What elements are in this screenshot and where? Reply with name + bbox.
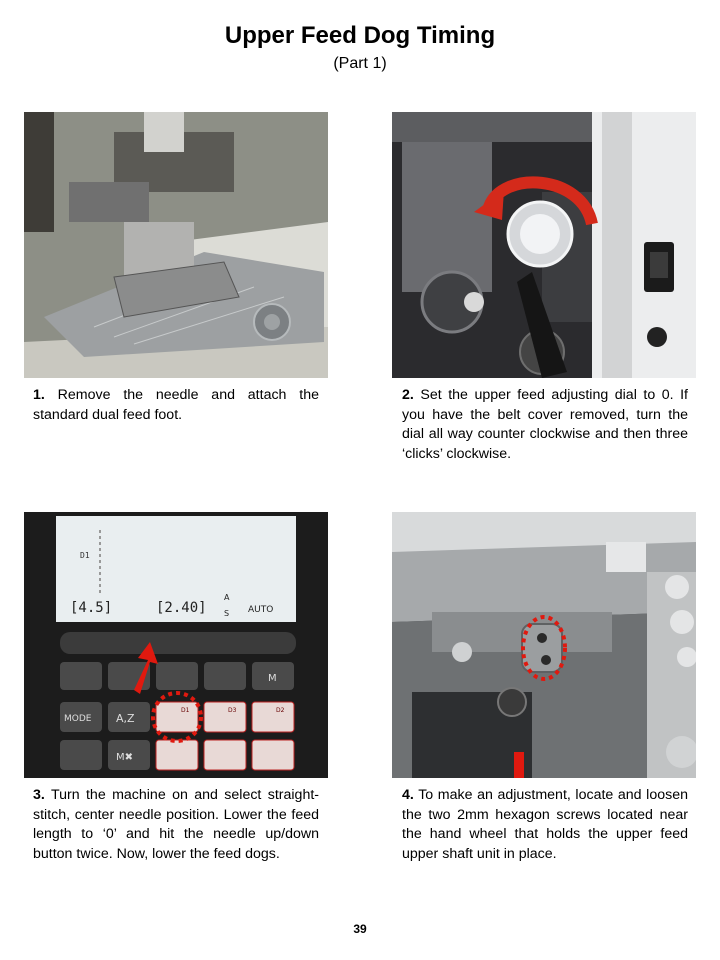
page-subtitle: (Part 1)	[333, 55, 387, 72]
step-2-number: 2.	[402, 387, 414, 403]
photo-dual-feed-foot	[24, 112, 328, 378]
step-4-number: 4.	[402, 787, 414, 803]
key-mode: MODE	[64, 714, 92, 724]
step-3-number: 3.	[33, 787, 45, 803]
lcd-length-value: [2.40]	[156, 600, 207, 616]
step-3-text: Turn the machine on and select straight-stitch, center needle position. Lower the feed length to ‘0’ and hit the needle up/down button twice. Now, lower the feed dogs.	[33, 787, 319, 862]
step-1-number: 1.	[33, 387, 45, 403]
step-3-caption	[33, 786, 319, 864]
key-d3: D3	[228, 707, 237, 714]
lcd-mode-a: A	[224, 593, 230, 602]
step-4-caption	[402, 786, 688, 864]
key-d1: D1	[181, 707, 190, 714]
key-mx: M✖	[116, 752, 134, 763]
step-2-caption	[402, 386, 688, 464]
lcd-mode-s: S	[224, 609, 230, 618]
lcd-width-value: [4.5]	[70, 600, 113, 616]
photo-hexagon-screws	[392, 512, 696, 778]
page-title: Upper Feed Dog Timing	[224, 22, 496, 49]
step-1-text: Remove the needle and attach the standard dual feed foot.	[33, 387, 319, 423]
photo-control-panel	[24, 512, 328, 778]
key-d2: D2	[276, 707, 285, 714]
key-az: A,Z	[116, 712, 135, 725]
photo-feed-adjusting-dial	[392, 112, 696, 378]
step-1-caption	[33, 386, 319, 425]
lcd-auto: AUTO	[248, 605, 274, 615]
key-m: M	[268, 673, 277, 684]
lcd-line-1: D1	[80, 551, 90, 560]
page-number: 39	[353, 922, 367, 936]
step-4-text: To make an adjustment, locate and loosen the two 2mm hexagon screws located near the hand wheel that holds the upper feed upper shaft unit in place.	[402, 787, 688, 862]
step-2-text: Set the upper feed adjusting dial to 0. If you have the belt cover removed, turn the dial all way counter clockwise and then three ‘clicks’ clockwise.	[402, 387, 688, 462]
